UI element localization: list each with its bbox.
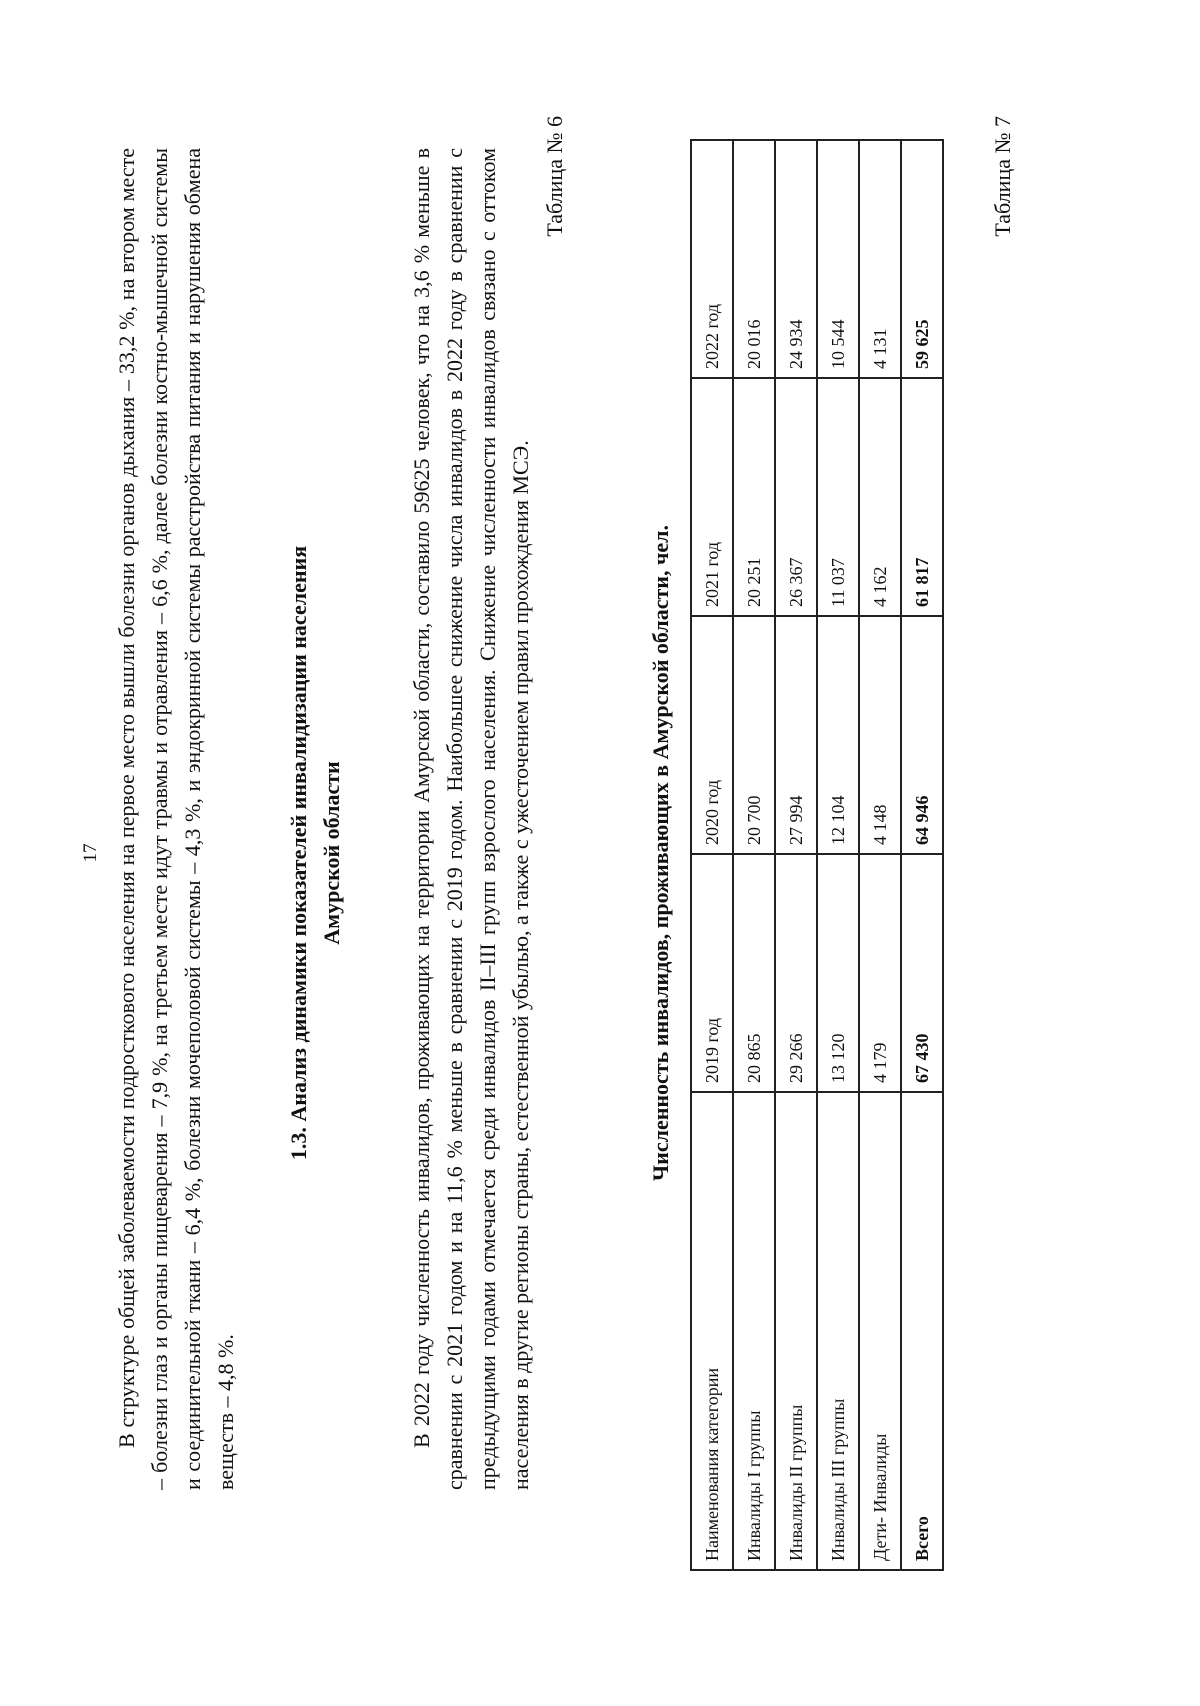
table-cell: 64 946 bbox=[901, 616, 943, 854]
table-cell: 59 625 bbox=[901, 140, 943, 378]
table-cell: 4 179 bbox=[859, 854, 901, 1092]
section-heading-line2: Амурской области bbox=[319, 761, 344, 945]
table-cell: 27 994 bbox=[775, 616, 817, 854]
table-row bbox=[859, 140, 901, 1570]
table-cell: 10 544 bbox=[817, 140, 859, 378]
table-cell: 61 817 bbox=[901, 378, 943, 616]
table-row bbox=[775, 140, 817, 1570]
table-header-cell: 2021 год bbox=[691, 378, 733, 616]
table-cell: 12 104 bbox=[817, 616, 859, 854]
paragraph-adolescent-morbidity: В структуре общей заболеваемости подросткового населения на первое место вышли болезни органов дыхания – 33,2 %, на втором месте – болезни глаз и органы пищеварения – 7,9 %, на третьем месте идут травмы и отравления – 6,6 %, далее болезни костно-мышечной системы и соединительной ткани – 6,4 %, болезни мочеполовой системы – 4,3 %, и эндокринной системы расстройства питания и нарушения обмена веществ – 4,8 %. bbox=[114, 148, 238, 1490]
table-cell: 4 162 bbox=[859, 378, 901, 616]
table-cell: 20 700 bbox=[733, 616, 775, 854]
table-row bbox=[733, 140, 775, 1570]
table-cell: Инвалиды II группы bbox=[775, 1092, 817, 1570]
table7-label: Таблица № 7 bbox=[990, 116, 1015, 237]
page-number: 17 bbox=[80, 843, 101, 863]
table-cell: Дети- Инвалиды bbox=[859, 1092, 901, 1570]
table-cell: 26 367 bbox=[775, 378, 817, 616]
paragraph-disability-dynamics: В 2022 году численность инвалидов, проживающих на территории Амурской области, составило 59625 человек, что на 3,6 % меньше в сравнении с 2021 годом и на 11,6 % меньше в сравнении с 2019 годом. Наибольшее снижение числа инвалидов в 2022 году в сравнении с предыдущими годами отмечается среди инвалидов II–III групп взрослого населения. Снижение численности инвалидов связано с оттоком населения в другие регионы страны, естественной убылью, а также с ужесточением правил прохождения МСЭ. bbox=[409, 148, 533, 1490]
table-header-row bbox=[691, 140, 733, 1570]
disability-table bbox=[690, 139, 944, 1571]
table-header-cell: 2019 год bbox=[691, 854, 733, 1092]
table-cell: 4 148 bbox=[859, 616, 901, 854]
table-header-cell: 2022 год bbox=[691, 140, 733, 378]
table-cell: 20 251 bbox=[733, 378, 775, 616]
table-cell: Инвалиды III группы bbox=[817, 1092, 859, 1570]
table-cell: 24 934 bbox=[775, 140, 817, 378]
table-cell: 20 865 bbox=[733, 854, 775, 1092]
table-header-cell: Наименования категории bbox=[691, 1092, 733, 1570]
table-cell: 11 037 bbox=[817, 378, 859, 616]
table-row bbox=[817, 140, 859, 1570]
table-cell: Всего bbox=[901, 1092, 943, 1570]
table-cell: 20 016 bbox=[733, 140, 775, 378]
section-heading-line1: 1.3. Анализ динамики показателей инвалидизации населения bbox=[286, 545, 311, 1161]
table-total-row bbox=[901, 140, 943, 1570]
table-cell: 4 131 bbox=[859, 140, 901, 378]
table-header-cell: 2020 год bbox=[691, 616, 733, 854]
section-heading bbox=[282, 0, 348, 1706]
table-cell: 67 430 bbox=[901, 854, 943, 1092]
table-cell: 29 266 bbox=[775, 854, 817, 1092]
table-cell: Инвалиды I группы bbox=[733, 1092, 775, 1570]
table-cell: 13 120 bbox=[817, 854, 859, 1092]
table-caption: Численность инвалидов, проживающих в Амурской области, чел. bbox=[648, 525, 673, 1181]
table6-label: Таблица № 6 bbox=[542, 116, 567, 237]
